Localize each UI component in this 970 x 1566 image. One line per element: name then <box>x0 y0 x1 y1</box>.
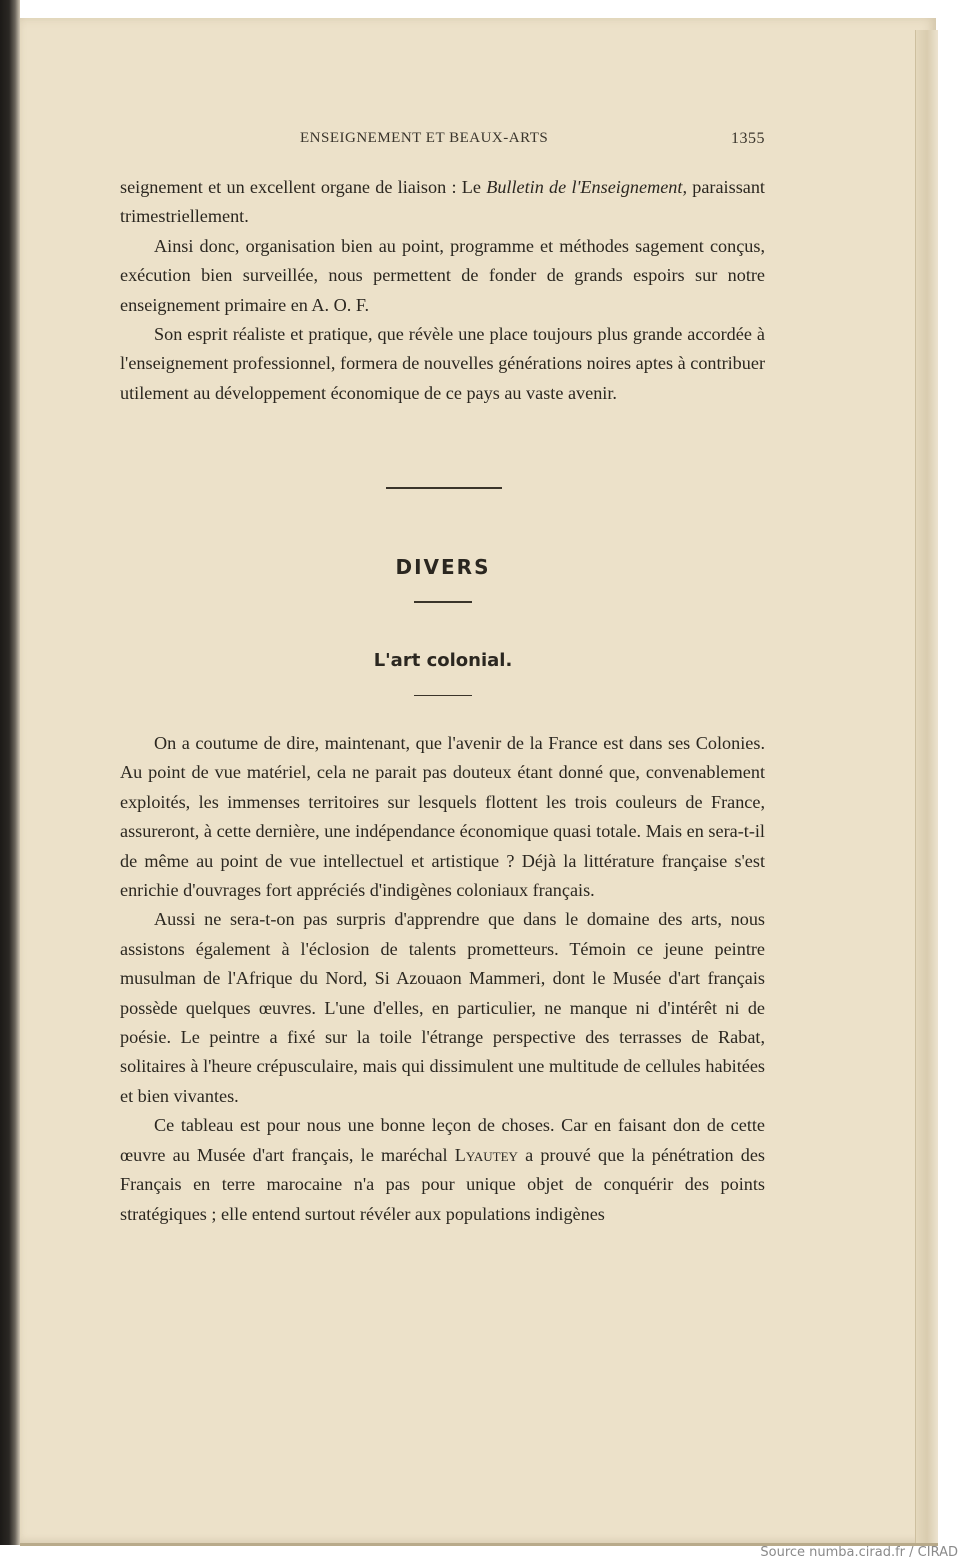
paragraph-text: paraissant trimestriellement. <box>120 177 765 227</box>
article-title: L'art colonial. <box>373 650 513 671</box>
source-credit: Source numba.cirad.fr / CIRAD <box>760 1545 958 1560</box>
paragraph: Ainsi donc, organisation bien au point, programme et méthodes sagement conçus, exécution bien surveillée, nous permettent de fonder de grands espoirs sur notre enseignement primaire en A. O. F. <box>120 235 765 315</box>
paragraph-text: seignement et un excellent organe de liaison : Le <box>120 177 487 197</box>
heading-underline-rule <box>414 601 472 603</box>
section-heading: DIVERS <box>395 555 491 579</box>
paragraph: Son esprit réaliste et pratique, que révèle une place toujours plus grande accordée à l'enseignement professionnel, formera de nouvelles générations noires aptes à contribuer utilement au développement économique de ce pays au vaste avenir. <box>120 324 765 403</box>
page-stack-edge <box>915 30 938 1545</box>
title-underline-rule <box>414 695 472 696</box>
article-body <box>120 729 765 1229</box>
paragraph-text: Ce tableau est pour nous une bonne leçon de choses. Car en faisant don de cette œuvre au Musée d'art français, le maréchal <box>120 1115 765 1165</box>
page-number: 1355 <box>731 130 765 147</box>
section-separator-rule <box>386 487 502 489</box>
book-binding-edge <box>0 0 20 1545</box>
paragraph-text: a prouvé que la pénétration des Français en terre marocaine n'a pas pour unique objet de conquérir des points stratégiques ; elle entend surtout révéler aux populations indigènes <box>120 1144 766 1224</box>
paragraph: On a coutume de dire, maintenant, que l'avenir de la France est dans ses Colonies. Au point de vue matériel, cela ne parait pas douteux étant donné que, convenablement exploités, les immenses territoires sur lesquels flottent les trois couleurs de France, assureront, à cette dernière, une indépendance économique quasi totale. Mais en sera-t-il de même au point de vue intellectuel et artistique ? Déjà la littérature française s'est enrichie d'ouvrages fort appréciés d'indigènes coloniaux français. <box>120 733 765 901</box>
paragraph <box>120 173 765 232</box>
paragraph <box>120 1111 765 1229</box>
top-text-block <box>120 173 765 408</box>
person-name: Lyautey <box>454 1144 518 1165</box>
running-header <box>300 130 765 150</box>
paragraph: Aussi ne sera-t-on pas surpris d'apprendre que dans le domaine des arts, nous assistons également à l'éclosion de talents prometteurs. Témoin ce jeune peintre musulman de l'Afrique du Nord, Si Azouaon Mammeri, dont le Musée d'art français possède quelques œuvres. L'une d'elles, en particulier, ne manque ni d'intérêt ni de poésie. Le peintre a fixé sur la toile l'étrange perspective des terrasses de Rabat, solitaires à l'heure crépusculaire, mais qui dissimulent une multitude de cellules habitées et bien vivantes. <box>120 909 765 1106</box>
running-title: ENSEIGNEMENT ET BEAUX-ARTS <box>300 130 549 146</box>
italic-title: Bulletin de l'Enseignement, <box>486 177 687 197</box>
